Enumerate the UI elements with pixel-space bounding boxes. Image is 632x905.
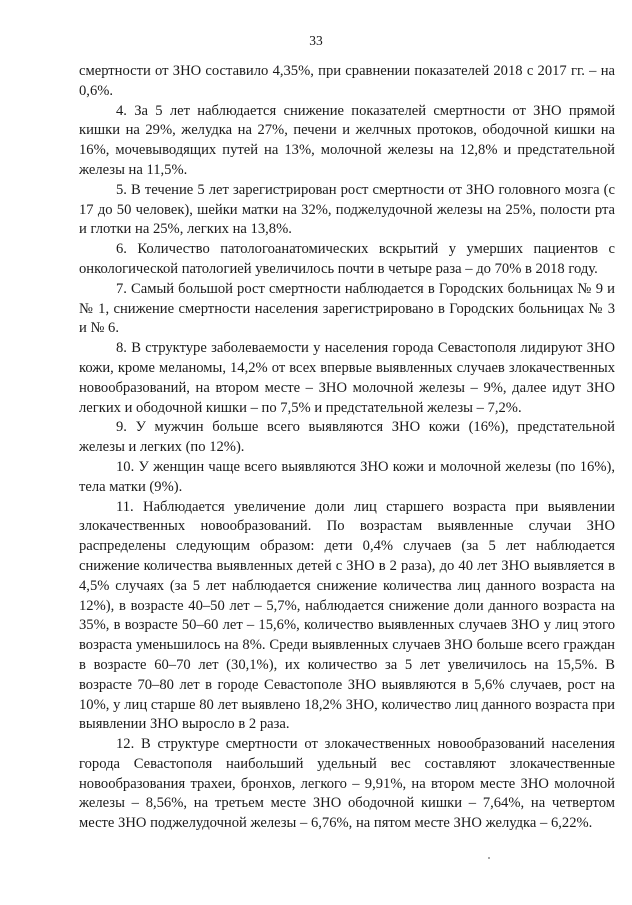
body-text — [79, 62, 615, 834]
paragraph-item-8: 8. В структуре заболеваемости у населения города Севастополя лидируют ЗНО кожи, кроме меланомы, 14,2% от всех впервые выявленных случаев злокачественных новообразований, на втором месте – ЗНО молочной железы – 9%, далее идут ЗНО легких и ободочной кишки – по 7,5% и предстательной железы – 7,2%. — [79, 340, 615, 416]
paragraph-item-4: 4. За 5 лет наблюдается снижение показателей смертности от ЗНО прямой кишки на 29%, желудка на 27%, печени и желчных протоков, ободочной кишки на 16%, мочевыводящих путей на 13%, молочной железы на 12,8% и предстательной железы на 11,5%. — [79, 102, 615, 178]
page-number: 33 — [309, 33, 323, 48]
scan-speck — [488, 857, 490, 859]
paragraph-item-10: 10. У женщин чаще всего выявляются ЗНО кожи и молочной железы (по 16%), тела матки (9%). — [79, 458, 615, 495]
paragraph-item-6: 6. Количество патологоанатомических вскрытий у умерших пациентов с онкологической патологией увеличилось почти в четыре раза – до 70% в 2018 году. — [79, 241, 615, 277]
paragraph-item-9: 9. У мужчин больше всего выявляются ЗНО кожи (16%), предстательной железы и легких (по 12%). — [79, 419, 615, 456]
paragraph-item-11: 11. Наблюдается увеличение доли лиц старшего возраста при выявлении злокачественных новообразований. По возрастам выявленные случаи ЗНО распределены следующим образом: дети 0,4% случаев (за 5 лет наблюдается снижение количества выявленных детей с ЗНО в 2 раза), до 40 лет ЗНО выявляется в 4,5% случаях (за 5 лет наблюдается снижение количества лиц данного возраста на 12%), в возрасте 40–50 лет – 5,7%, наблюдается снижение доли данного возраста на 35%, в возрасте 50–60 лет – 15,6%, количество выявленных случаев ЗНО у лиц этого возраста уменьшилось на 8%. Среди выявленных случаев ЗНО больше всего граждан в возрасте 60–70 лет (30,1%), их количество за 5 лет увеличилось на 15,5%. В возрасте 70–80 лет в городе Севастополе ЗНО выявляются в 5,6% случаев, рост на 10%, у лиц старше 80 лет выявлено 18,2% ЗНО, количество лиц данного возраста при выявлении ЗНО выросло в 2 раза. — [79, 498, 615, 733]
paragraph-item-7: 7. Самый большой рост смертности наблюдается в Городских больницах № 9 и № 1, снижение смертности населения зарегистрировано в Городских больницах № 3 и № 6. — [79, 280, 615, 337]
paragraph-item-5: 5. В течение 5 лет зарегистрирован рост смертности от ЗНО головного мозга (с 17 до 50 человек), шейки матки на 32%, поджелудочной железы на 25%, полости рта и глотки на 25%, легких на 13,8%. — [79, 181, 615, 238]
paragraph-item-12: 12. В структуре смертности от злокачественных новообразований населения города Севастополя наибольший удельный вес составляют злокачественные новообразования трахеи, бронхов, легкого – 9,91%, на втором месте ЗНО молочной железы – 8,56%, на третьем месте ЗНО ободочной кишки – 7,64%, на четвертом месте ЗНО поджелудочной железы – 6,76%, на пятом месте ЗНО желудка – 6,22%. — [79, 736, 615, 832]
paragraph-continuation: смертности от ЗНО составило 4,35%, при сравнении показателей 2018 с 2017 гг. – на 0,6%. — [79, 63, 615, 99]
